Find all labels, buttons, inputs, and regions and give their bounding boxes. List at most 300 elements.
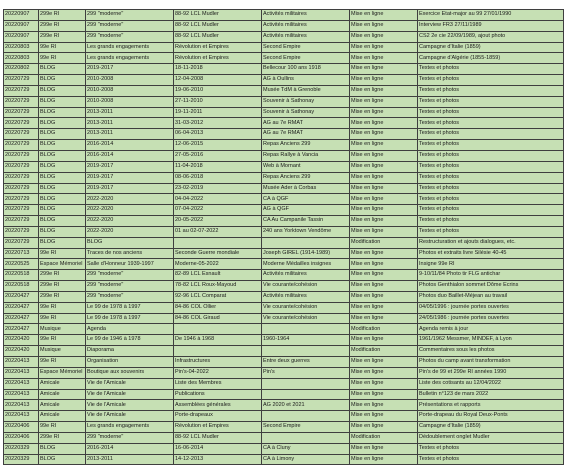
- category-cell[interactable]: 299 "moderne": [86, 291, 174, 302]
- action-cell[interactable]: Mise en ligne: [350, 367, 418, 378]
- action-cell[interactable]: Mise en ligne: [350, 183, 418, 194]
- subpage-cell[interactable]: AG au 7e RMAT: [262, 129, 350, 140]
- section-cell[interactable]: 299e RI: [39, 432, 86, 443]
- page-cell[interactable]: 19-06-2010: [174, 85, 262, 96]
- description-cell[interactable]: Campagne d'Italie (1859): [418, 422, 564, 433]
- subpage-cell[interactable]: Second Empire: [262, 422, 350, 433]
- category-cell[interactable]: Salle d'Honneur 1939-1997: [86, 259, 174, 270]
- date-cell[interactable]: 20220413: [4, 367, 39, 378]
- date-cell[interactable]: 20220525: [4, 259, 39, 270]
- subpage-cell[interactable]: Vie courante/cohésion: [262, 302, 350, 313]
- category-cell[interactable]: 2016-2014: [86, 150, 174, 161]
- date-cell[interactable]: 20220518: [4, 270, 39, 281]
- action-cell[interactable]: Mise en ligne: [350, 389, 418, 400]
- action-cell[interactable]: Mise en ligne: [350, 85, 418, 96]
- category-cell[interactable]: Les grands engagements: [86, 42, 174, 53]
- page-cell[interactable]: 07-04-2022: [174, 205, 262, 216]
- section-cell[interactable]: 299e RI: [39, 291, 86, 302]
- section-cell[interactable]: BLOG: [39, 96, 86, 107]
- table-row: [4, 75, 564, 86]
- date-cell[interactable]: 20220427: [4, 313, 39, 324]
- description-cell[interactable]: Textes et photos: [418, 183, 564, 194]
- category-cell[interactable]: 2022-2020: [86, 216, 174, 227]
- page-cell[interactable]: 88-92 LCL Mudler: [174, 20, 262, 31]
- date-cell[interactable]: 20220907: [4, 10, 39, 21]
- page-cell[interactable]: 84-86 COL Ollier: [174, 302, 262, 313]
- description-cell[interactable]: Photos du camp avant transformation: [418, 357, 564, 368]
- action-cell[interactable]: Mise en ligne: [350, 313, 418, 324]
- category-cell[interactable]: BLOG: [86, 237, 174, 248]
- page-cell[interactable]: 12-04-2008: [174, 75, 262, 86]
- date-cell[interactable]: 20220729: [4, 85, 39, 96]
- date-cell[interactable]: 20220413: [4, 411, 39, 422]
- section-cell[interactable]: 99e RI: [39, 422, 86, 433]
- action-cell[interactable]: Mise en ligne: [350, 443, 418, 454]
- category-cell[interactable]: Agenda: [86, 324, 174, 335]
- section-cell[interactable]: 99e RI: [39, 248, 86, 259]
- category-cell[interactable]: 299 "moderne": [86, 31, 174, 42]
- description-cell[interactable]: Dédoublement onglet Mudler: [418, 432, 564, 443]
- action-cell[interactable]: Mise en ligne: [350, 226, 418, 237]
- date-cell[interactable]: 20220729: [4, 237, 39, 248]
- page-cell[interactable]: 31-03-2012: [174, 118, 262, 129]
- category-cell[interactable]: 2016-2014: [86, 140, 174, 151]
- page-cell[interactable]: 88-92 LCL Mudler: [174, 31, 262, 42]
- description-cell[interactable]: Photos Genthialon sommet Dôme Ecrins: [418, 281, 564, 292]
- action-cell[interactable]: Mise en ligne: [350, 422, 418, 433]
- action-cell[interactable]: Mise en ligne: [350, 161, 418, 172]
- action-cell[interactable]: Mise en ligne: [350, 302, 418, 313]
- date-cell[interactable]: 20220729: [4, 75, 39, 86]
- subpage-cell[interactable]: Activités militaires: [262, 20, 350, 31]
- description-cell[interactable]: Textes et photos: [418, 454, 564, 465]
- section-cell[interactable]: 299e RI: [39, 31, 86, 42]
- description-cell[interactable]: 1961/1962 Messmer, MINDEF, à Lyon: [418, 335, 564, 346]
- date-cell[interactable]: 20220427: [4, 291, 39, 302]
- action-cell[interactable]: Mise en ligne: [350, 411, 418, 422]
- section-cell[interactable]: BLOG: [39, 216, 86, 227]
- subpage-cell[interactable]: CA à Cluny: [262, 443, 350, 454]
- category-cell[interactable]: 299 "moderne": [86, 10, 174, 21]
- section-cell[interactable]: BLOG: [39, 183, 86, 194]
- date-cell[interactable]: 20220420: [4, 346, 39, 357]
- action-cell[interactable]: Mise en ligne: [350, 140, 418, 151]
- subpage-cell[interactable]: CA à Limony: [262, 454, 350, 465]
- description-cell[interactable]: 04/05/1996 : journée portes ouvertes: [418, 302, 564, 313]
- section-cell[interactable]: Amicale: [39, 378, 86, 389]
- table-row: [4, 443, 564, 454]
- subpage-cell[interactable]: Musée TdM à Grenoble: [262, 85, 350, 96]
- date-cell[interactable]: 20220907: [4, 31, 39, 42]
- section-cell[interactable]: 299e RI: [39, 20, 86, 31]
- section-cell[interactable]: BLOG: [39, 161, 86, 172]
- subpage-cell[interactable]: Repas Rallye à Vancia: [262, 150, 350, 161]
- date-cell[interactable]: 20220420: [4, 335, 39, 346]
- section-cell[interactable]: BLOG: [39, 85, 86, 96]
- description-cell[interactable]: Restructuration et ajouts dialogues, etc.: [418, 237, 564, 248]
- description-cell[interactable]: Textes et photos: [418, 96, 564, 107]
- subpage-cell[interactable]: Vie courante/cohésion: [262, 313, 350, 324]
- description-cell[interactable]: Liste des cotisants au 12/04/2022: [418, 378, 564, 389]
- date-cell[interactable]: 20220518: [4, 281, 39, 292]
- section-cell[interactable]: 99e RI: [39, 357, 86, 368]
- action-cell[interactable]: Mise en ligne: [350, 107, 418, 118]
- description-cell[interactable]: Présentations et rapports: [418, 400, 564, 411]
- description-cell[interactable]: Textes et photos: [418, 216, 564, 227]
- subpage-cell[interactable]: AG 2020 et 2021: [262, 400, 350, 411]
- subpage-cell[interactable]: Second Empire: [262, 53, 350, 64]
- date-cell[interactable]: 20220427: [4, 302, 39, 313]
- section-cell[interactable]: BLOG: [39, 237, 86, 248]
- description-cell[interactable]: Photos duo Baillet-Méjean au travail: [418, 291, 564, 302]
- page-cell[interactable]: 16-06-2014: [174, 443, 262, 454]
- category-cell[interactable]: 2010-2008: [86, 75, 174, 86]
- page-cell[interactable]: Révolution et Empires: [174, 53, 262, 64]
- subpage-cell[interactable]: AG au 7e RMAT: [262, 118, 350, 129]
- date-cell[interactable]: 20220729: [4, 107, 39, 118]
- table-row: [4, 20, 564, 31]
- action-cell[interactable]: Mise en ligne: [350, 400, 418, 411]
- category-cell[interactable]: 2019-2017: [86, 64, 174, 75]
- subpage-cell[interactable]: [262, 237, 350, 248]
- section-cell[interactable]: BLOG: [39, 443, 86, 454]
- action-cell[interactable]: Mise en ligne: [350, 357, 418, 368]
- action-cell[interactable]: Mise en ligne: [350, 20, 418, 31]
- page-cell[interactable]: [174, 237, 262, 248]
- page-cell[interactable]: 88-92 LCL Mudler: [174, 10, 262, 21]
- page-cell[interactable]: Publications: [174, 389, 262, 400]
- section-cell[interactable]: 99e RI: [39, 335, 86, 346]
- category-cell[interactable]: Les grands engagements: [86, 422, 174, 433]
- date-cell[interactable]: 20220413: [4, 389, 39, 400]
- action-cell[interactable]: Mise en ligne: [350, 335, 418, 346]
- description-cell[interactable]: CS2 2e cie 22/09/1989, ajout photo: [418, 31, 564, 42]
- description-cell[interactable]: 24/05/1986 : journée portes ouvertes: [418, 313, 564, 324]
- page-cell[interactable]: De 1946 à 1968: [174, 335, 262, 346]
- description-cell[interactable]: Textes et photos: [418, 205, 564, 216]
- date-cell[interactable]: 20220729: [4, 216, 39, 227]
- page-cell[interactable]: 12-06-2015: [174, 140, 262, 151]
- page-cell[interactable]: Porte-drapeaux: [174, 411, 262, 422]
- description-cell[interactable]: Interview FR3 27/11/1989: [418, 20, 564, 31]
- section-cell[interactable]: BLOG: [39, 64, 86, 75]
- section-cell[interactable]: Amicale: [39, 389, 86, 400]
- subpage-cell[interactable]: Repas Anciens 299: [262, 140, 350, 151]
- action-cell[interactable]: Mise en ligne: [350, 150, 418, 161]
- action-cell[interactable]: Mise en ligne: [350, 118, 418, 129]
- page-cell[interactable]: Révolution et Empires: [174, 422, 262, 433]
- description-cell[interactable]: Textes et photos: [418, 194, 564, 205]
- subpage-cell[interactable]: Souvenir à Sathonay: [262, 107, 350, 118]
- subpage-cell[interactable]: [262, 346, 350, 357]
- subpage-cell[interactable]: [262, 389, 350, 400]
- subpage-cell[interactable]: Joseph GIREL (1914-1989): [262, 248, 350, 259]
- subpage-cell[interactable]: Bellecour 100 ans 1918: [262, 64, 350, 75]
- description-cell[interactable]: Textes et photos: [418, 85, 564, 96]
- date-cell[interactable]: 20220413: [4, 357, 39, 368]
- subpage-cell[interactable]: 240 ans Yorktown Vendôme: [262, 226, 350, 237]
- action-cell[interactable]: Mise en ligne: [350, 205, 418, 216]
- category-cell[interactable]: Boutique aux souvenirs: [86, 367, 174, 378]
- action-cell[interactable]: Mise en ligne: [350, 10, 418, 21]
- category-cell[interactable]: Le 99 de 1978 à 1997: [86, 302, 174, 313]
- page-cell[interactable]: Infrastructures: [174, 357, 262, 368]
- description-cell[interactable]: Photos et extraits livre Silésie 40-45: [418, 248, 564, 259]
- page-cell[interactable]: 92-96 LCL Comparat: [174, 291, 262, 302]
- subpage-cell[interactable]: [262, 324, 350, 335]
- subpage-cell[interactable]: Musée Ader à Corbas: [262, 183, 350, 194]
- subpage-cell[interactable]: Activités militaires: [262, 31, 350, 42]
- action-cell[interactable]: Mise en ligne: [350, 291, 418, 302]
- description-cell[interactable]: Insigne 99e RI: [418, 259, 564, 270]
- section-cell[interactable]: 99e RI: [39, 302, 86, 313]
- subpage-cell[interactable]: Repas Anciens 299: [262, 172, 350, 183]
- page-cell[interactable]: 11-04-2018: [174, 161, 262, 172]
- page-cell[interactable]: 04-04-2022: [174, 194, 262, 205]
- page-cell[interactable]: 27-05-2016: [174, 150, 262, 161]
- date-cell[interactable]: 20220406: [4, 422, 39, 433]
- category-cell[interactable]: 2019-2017: [86, 183, 174, 194]
- subpage-cell[interactable]: [262, 432, 350, 443]
- date-cell[interactable]: 20220729: [4, 96, 39, 107]
- section-cell[interactable]: 99e RI: [39, 42, 86, 53]
- action-cell[interactable]: Mise en ligne: [350, 248, 418, 259]
- description-cell[interactable]: Textes et photos: [418, 118, 564, 129]
- page-cell[interactable]: 08-06-2018: [174, 172, 262, 183]
- section-cell[interactable]: BLOG: [39, 205, 86, 216]
- section-cell[interactable]: BLOG: [39, 107, 86, 118]
- category-cell[interactable]: Diaporama: [86, 346, 174, 357]
- page-cell[interactable]: 78-82 LCL Roux-Mayoud: [174, 281, 262, 292]
- description-cell[interactable]: Agenda remis à jour: [418, 324, 564, 335]
- action-cell[interactable]: Mise en ligne: [350, 216, 418, 227]
- description-cell[interactable]: Bulletin n°123 de mars 2022: [418, 389, 564, 400]
- section-cell[interactable]: BLOG: [39, 140, 86, 151]
- description-cell[interactable]: Porte-drapeau du Royal Deux-Ponts: [418, 411, 564, 422]
- category-cell[interactable]: 2013-2011: [86, 118, 174, 129]
- subpage-cell[interactable]: [262, 411, 350, 422]
- date-cell[interactable]: 20220329: [4, 443, 39, 454]
- subpage-cell[interactable]: 1960-1964: [262, 335, 350, 346]
- section-cell[interactable]: BLOG: [39, 454, 86, 465]
- category-cell[interactable]: Vie de l'Amicale: [86, 411, 174, 422]
- subpage-cell[interactable]: Entre deux guerres: [262, 357, 350, 368]
- page-cell[interactable]: Pin's-04-2022: [174, 367, 262, 378]
- date-cell[interactable]: 20220803: [4, 53, 39, 64]
- category-cell[interactable]: 299 "moderne": [86, 270, 174, 281]
- category-cell[interactable]: 2019-2017: [86, 172, 174, 183]
- date-cell[interactable]: 20220729: [4, 118, 39, 129]
- date-cell[interactable]: 20220729: [4, 150, 39, 161]
- section-cell[interactable]: Espace Mémoriel: [39, 367, 86, 378]
- description-cell[interactable]: Textes et photos: [418, 140, 564, 151]
- section-cell[interactable]: 299e RI: [39, 10, 86, 21]
- subpage-cell[interactable]: CA à QGF: [262, 194, 350, 205]
- date-cell[interactable]: 20220803: [4, 42, 39, 53]
- page-cell[interactable]: 19-11-2011: [174, 107, 262, 118]
- section-cell[interactable]: Amicale: [39, 400, 86, 411]
- section-cell[interactable]: Espace Mémoriel: [39, 259, 86, 270]
- action-cell[interactable]: Modification: [350, 346, 418, 357]
- page-cell[interactable]: 27-11-2010: [174, 96, 262, 107]
- page-cell[interactable]: Seconde Guerre mondiale: [174, 248, 262, 259]
- page-cell[interactable]: 23-02-2019: [174, 183, 262, 194]
- category-cell[interactable]: 2013-2011: [86, 454, 174, 465]
- date-cell[interactable]: 20220329: [4, 454, 39, 465]
- category-cell[interactable]: Le 99 de 1978 à 1997: [86, 313, 174, 324]
- date-cell[interactable]: 20220413: [4, 378, 39, 389]
- action-cell[interactable]: Modification: [350, 237, 418, 248]
- description-cell[interactable]: Textes et photos: [418, 226, 564, 237]
- date-cell[interactable]: 20220406: [4, 432, 39, 443]
- action-cell[interactable]: Mise en ligne: [350, 454, 418, 465]
- action-cell[interactable]: Mise en ligne: [350, 281, 418, 292]
- section-cell[interactable]: 99e RI: [39, 53, 86, 64]
- description-cell[interactable]: Exercice Etat-major au 99 27/01/1990: [418, 10, 564, 21]
- category-cell[interactable]: 299 "moderne": [86, 432, 174, 443]
- category-cell[interactable]: Le 99 de 1946 à 1978: [86, 335, 174, 346]
- category-cell[interactable]: 2010-2008: [86, 85, 174, 96]
- page-cell[interactable]: [174, 324, 262, 335]
- section-cell[interactable]: 99e RI: [39, 313, 86, 324]
- subpage-cell[interactable]: Activités militaires: [262, 10, 350, 21]
- page-cell[interactable]: Assemblées générales: [174, 400, 262, 411]
- date-cell[interactable]: 20220729: [4, 172, 39, 183]
- category-cell[interactable]: 299 "moderne": [86, 281, 174, 292]
- date-cell[interactable]: 20220729: [4, 129, 39, 140]
- category-cell[interactable]: 2013-2011: [86, 107, 174, 118]
- page-cell[interactable]: Révolution et Empires: [174, 42, 262, 53]
- page-cell[interactable]: 84-86 COL Giraud: [174, 313, 262, 324]
- subpage-cell[interactable]: Souvenir à Sathonay: [262, 96, 350, 107]
- section-cell[interactable]: BLOG: [39, 118, 86, 129]
- description-cell[interactable]: Textes et photos: [418, 64, 564, 75]
- description-cell[interactable]: Textes et photos: [418, 161, 564, 172]
- category-cell[interactable]: Organisation: [86, 357, 174, 368]
- description-cell[interactable]: Commentaires sous les photos: [418, 346, 564, 357]
- description-cell[interactable]: Campagne d'Algérie (1855-1859): [418, 53, 564, 64]
- subpage-cell[interactable]: AG à Oullins: [262, 75, 350, 86]
- category-cell[interactable]: 299 "moderne": [86, 20, 174, 31]
- description-cell[interactable]: Pin's de 99 et 299e RI années 1990: [418, 367, 564, 378]
- date-cell[interactable]: 20220713: [4, 248, 39, 259]
- action-cell[interactable]: Mise en ligne: [350, 129, 418, 140]
- date-cell[interactable]: 20220802: [4, 64, 39, 75]
- subpage-cell[interactable]: Activités militaires: [262, 291, 350, 302]
- page-cell[interactable]: Liste des Membres: [174, 378, 262, 389]
- action-cell[interactable]: Mise en ligne: [350, 53, 418, 64]
- date-cell[interactable]: 20220729: [4, 161, 39, 172]
- description-cell[interactable]: Textes et photos: [418, 443, 564, 454]
- subpage-cell[interactable]: Moderne Médailles insignes: [262, 259, 350, 270]
- subpage-cell[interactable]: Web à Mornant: [262, 161, 350, 172]
- category-cell[interactable]: Vie de l'Amicale: [86, 389, 174, 400]
- date-cell[interactable]: 20220907: [4, 20, 39, 31]
- section-cell[interactable]: BLOG: [39, 194, 86, 205]
- section-cell[interactable]: Musique: [39, 346, 86, 357]
- category-cell[interactable]: Vie de l'Amicale: [86, 400, 174, 411]
- description-cell[interactable]: Textes et photos: [418, 107, 564, 118]
- table-row: [4, 281, 564, 292]
- section-cell[interactable]: 299e RI: [39, 281, 86, 292]
- page-cell[interactable]: 14-12-2013: [174, 454, 262, 465]
- subpage-cell[interactable]: Vie courante/cohésion: [262, 281, 350, 292]
- action-cell[interactable]: Mise en ligne: [350, 378, 418, 389]
- page-cell[interactable]: 06-04-2013: [174, 129, 262, 140]
- category-cell[interactable]: Les grands engagements: [86, 53, 174, 64]
- category-cell[interactable]: 2013-2011: [86, 129, 174, 140]
- page-cell[interactable]: 20-05-2022: [174, 216, 262, 227]
- section-cell[interactable]: BLOG: [39, 226, 86, 237]
- category-cell[interactable]: 2022-2020: [86, 205, 174, 216]
- action-cell[interactable]: Mise en ligne: [350, 194, 418, 205]
- category-cell[interactable]: Vie de l'Amicale: [86, 378, 174, 389]
- category-cell[interactable]: 2022-2020: [86, 194, 174, 205]
- category-cell[interactable]: 2022-2020: [86, 226, 174, 237]
- page-cell[interactable]: 88-92 LCL Mudler: [174, 432, 262, 443]
- section-cell[interactable]: Musique: [39, 324, 86, 335]
- action-cell[interactable]: Mise en ligne: [350, 96, 418, 107]
- section-cell[interactable]: BLOG: [39, 150, 86, 161]
- action-cell[interactable]: Mise en ligne: [350, 270, 418, 281]
- action-cell[interactable]: Mise en ligne: [350, 42, 418, 53]
- action-cell[interactable]: Modification: [350, 324, 418, 335]
- page-cell[interactable]: 18-11-2018: [174, 64, 262, 75]
- section-cell[interactable]: Amicale: [39, 411, 86, 422]
- date-cell[interactable]: 20220729: [4, 226, 39, 237]
- subpage-cell[interactable]: [262, 378, 350, 389]
- action-cell[interactable]: Mise en ligne: [350, 172, 418, 183]
- subpage-cell[interactable]: Activités militaires: [262, 270, 350, 281]
- page-cell[interactable]: 82-89 LCL Esnault: [174, 270, 262, 281]
- category-cell[interactable]: Traces de nos anciens: [86, 248, 174, 259]
- date-cell[interactable]: 20220729: [4, 183, 39, 194]
- description-cell[interactable]: Textes et photos: [418, 150, 564, 161]
- subpage-cell[interactable]: AG à QGF: [262, 205, 350, 216]
- section-cell[interactable]: BLOG: [39, 75, 86, 86]
- page-cell[interactable]: [174, 346, 262, 357]
- category-cell[interactable]: 2016-2014: [86, 443, 174, 454]
- action-cell[interactable]: Modification: [350, 432, 418, 443]
- section-cell[interactable]: BLOG: [39, 129, 86, 140]
- description-cell[interactable]: Textes et photos: [418, 129, 564, 140]
- date-cell[interactable]: 20220729: [4, 140, 39, 151]
- page-cell[interactable]: Moderne-05-2022: [174, 259, 262, 270]
- description-cell[interactable]: Textes et photos: [418, 172, 564, 183]
- table-row: [4, 42, 564, 53]
- date-cell[interactable]: 20220729: [4, 205, 39, 216]
- description-cell[interactable]: Campagne d'Italie (1859): [418, 42, 564, 53]
- date-cell[interactable]: 20220413: [4, 400, 39, 411]
- description-cell[interactable]: Textes et photos: [418, 75, 564, 86]
- description-cell[interactable]: 9-10/11/84 Photo tir FLG antichar: [418, 270, 564, 281]
- category-cell[interactable]: 2010-2008: [86, 96, 174, 107]
- action-cell[interactable]: Mise en ligne: [350, 31, 418, 42]
- section-cell[interactable]: 299e RI: [39, 270, 86, 281]
- action-cell[interactable]: Mise en ligne: [350, 259, 418, 270]
- subpage-cell[interactable]: Second Empire: [262, 42, 350, 53]
- section-cell[interactable]: BLOG: [39, 172, 86, 183]
- subpage-cell[interactable]: CA Au Campanile Tassin: [262, 216, 350, 227]
- table-row: [4, 118, 564, 129]
- category-cell[interactable]: 2019-2017: [86, 161, 174, 172]
- action-cell[interactable]: Mise en ligne: [350, 64, 418, 75]
- subpage-cell[interactable]: Pin's: [262, 367, 350, 378]
- date-cell[interactable]: 20220729: [4, 194, 39, 205]
- page-cell[interactable]: 01 au 02-07-2022: [174, 226, 262, 237]
- date-cell[interactable]: 20220427: [4, 324, 39, 335]
- action-cell[interactable]: Mise en ligne: [350, 75, 418, 86]
